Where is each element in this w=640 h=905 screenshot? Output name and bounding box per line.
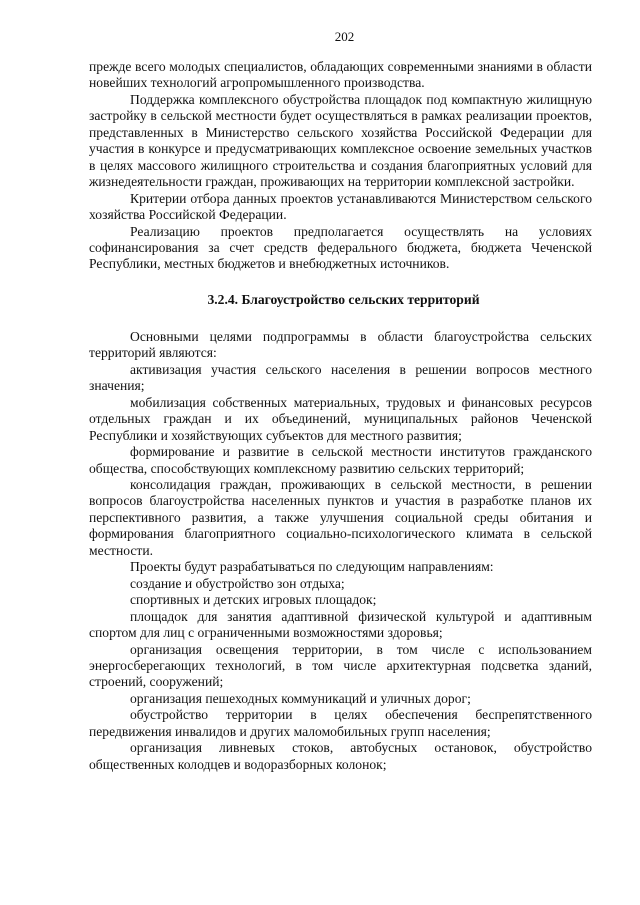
body-before-heading [89, 59, 592, 273]
paragraph: Критерии отбора данных проектов устанавливаются Министерством сельского хозяйства Российской Федерации. [89, 190, 592, 223]
list-item: площадок для занятия адаптивной физической культурой и адаптивным спортом для лиц с ограниченными возможностями здоровья; [89, 608, 592, 641]
section-heading: 3.2.4. Благоустройство сельских территорий [207, 291, 480, 307]
paragraph: Поддержка комплексного обустройства площадок под компактную жилищную застройку в сельской местности будет осуществляться в рамках реализации проектов, представленных в Министерство сельского хозяйства Российской Федерации для участия в конкурсе и предусматривающих комплексное освоение земельных участков в целях массового жилищного строительства и создания благоприятных условий для жизнедеятельности граждан, проживающих на территории комплексной застройки. [89, 91, 592, 190]
list-item: организация освещения территории, в том числе с использованием энергосберегающих технологий, в том числе архитектурная подсветка зданий, строений, сооружений; [89, 641, 592, 690]
list-item: формирование и развитие в сельской местности институтов гражданского общества, способствующих комплексному развитию сельских территорий; [89, 444, 592, 476]
paragraph: Основными целями подпрограммы в области благоустройства сельских территорий являются: [89, 328, 592, 361]
paragraph: прежде всего молодых специалистов, обладающих современными знаниями в области новейших технологий агропромышленного производства. [89, 59, 592, 91]
list-item: обустройство территории в целях обеспечения беспрепятственного передвижения инвалидов и других маломобильных групп населения; [89, 707, 592, 739]
list-item: спортивных и детских игровых площадок; [130, 592, 377, 608]
list-item: создание и обустройство зон отдыха; [130, 575, 345, 591]
body-after-heading [89, 329, 592, 773]
paragraph: Проекты будут разрабатываться по следующим направлениям: [130, 559, 494, 575]
paragraph: Реализацию проектов предполагается осуществлять на условиях софинансирования за счет средств федерального бюджета, бюджета Чеченской Республики, местных бюджетов и внебюджетных источников. [89, 223, 592, 272]
list-item: мобилизация собственных материальных, трудовых и финансовых ресурсов отдельных граждан и их объединений, муниципальных районов Чеченской Республики и хозяйствующих субъектов для местного развития; [89, 394, 592, 443]
list-item: консолидация граждан, проживающих в сельской местности, в решении вопросов благоустройства населенных пунктов и участия в разработке планов их перспективного развития, а также улучшения социальной среды обитания и формирования благоприятного социально-психологического климата в сельской местности. [89, 476, 592, 558]
page-number: 202 [334, 29, 355, 44]
list-item: организация ливневых стоков, автобусных остановок, обустройство общественных колодцев и водоразборных колонок; [89, 740, 592, 772]
list-item: организация пешеходных коммуникаций и уличных дорог; [130, 690, 471, 706]
list-item: активизация участия сельского населения в решении вопросов местного значения; [89, 361, 592, 394]
